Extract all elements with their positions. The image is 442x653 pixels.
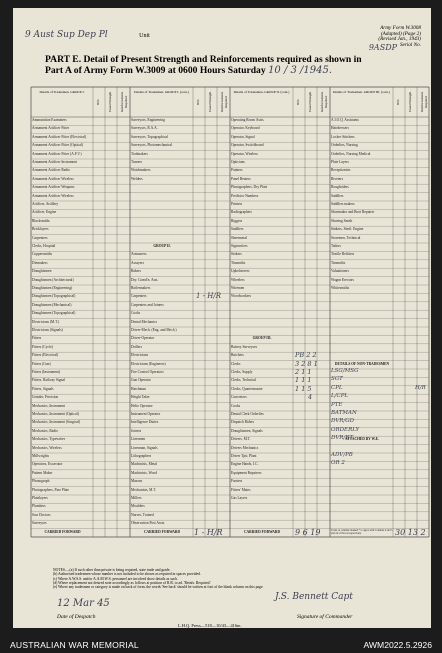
trade-label: Butchers xyxy=(231,353,244,358)
trade-label: Assayers xyxy=(131,260,144,265)
caption-institution: AUSTRALIAN WAR MEMORIAL xyxy=(10,640,139,650)
trade-label: Equipment Repairers xyxy=(231,470,262,475)
trade-label xyxy=(130,235,193,243)
trade-label: Millers xyxy=(131,496,142,500)
handwritten-entry: ADV/PB xyxy=(331,452,353,458)
trade-label: Clerks, Hospital xyxy=(32,244,56,248)
form-ref-line: Serial No. xyxy=(399,41,421,48)
handwritten-entry: 1 1 1 xyxy=(295,376,312,385)
trade-label xyxy=(230,503,293,511)
trade-label: Surveyors, R.A.A. xyxy=(131,126,158,131)
trade-label: Woodworkers xyxy=(231,294,252,299)
trade-label: Tinsmiths xyxy=(331,260,346,265)
trade-label: Printers xyxy=(231,202,243,206)
trade-label: Operator, Keyboard xyxy=(231,126,260,131)
trade-label: Nurses, Trained xyxy=(131,512,154,517)
trade-label: Hairdressers xyxy=(331,126,349,131)
trade-label: Driver-Operator xyxy=(131,336,155,341)
handwritten-entry: PB 2 2 xyxy=(295,351,317,360)
trade-label: Electricians (Signals) xyxy=(32,328,63,332)
trade-label: Armament Artificer Wireless xyxy=(32,193,74,198)
trade-label xyxy=(230,512,293,520)
subcolumn-header: Reinforcements Required. xyxy=(220,91,228,113)
trade-label: Signwriters xyxy=(231,244,248,248)
trade-label: Painters xyxy=(231,168,243,173)
trade-label: Saw Doctors xyxy=(32,512,51,517)
trade-label xyxy=(330,319,393,327)
carried-forward-label: CARRIED FORWARD xyxy=(44,529,81,534)
note-line: (d) Where replacement not desired note accordingly as follows at position of R.R. to ad. 'Reinfs. Required.' xyxy=(53,580,212,585)
trade-label: Gun Operator xyxy=(131,378,151,383)
trade-label: Draughtsmen (Mechanical) xyxy=(32,302,72,307)
carried-forward-value: 30 13 2 xyxy=(395,527,426,537)
trade-label: Armament Artificer Fitter (Electrical) xyxy=(32,134,87,139)
trade-label xyxy=(330,487,393,495)
trade-label: Gas Layers xyxy=(231,496,248,500)
trade-label: Armament Artificer Fitter (A.F.V.) xyxy=(32,151,82,156)
despatch-date-label: Date of Despatch xyxy=(57,614,96,620)
trade-label: Electricians (M.T.) xyxy=(32,319,60,324)
trade-label: Millwrights xyxy=(32,454,49,458)
trade-label: Cooks xyxy=(231,403,241,408)
trade-label: Watchmakers xyxy=(131,168,151,173)
trade-label: Battery Surveyors xyxy=(231,344,258,349)
carried-forward-value: 9 6 19 xyxy=(295,527,321,537)
handwritten-entry: DVR/BT xyxy=(331,435,353,442)
trade-label: Roughriders xyxy=(331,185,349,190)
trade-label: ATTACHED BY W.E. xyxy=(345,437,379,442)
trade-label: Saddlers xyxy=(331,193,344,198)
form-ref-line: Army Form W.3008 xyxy=(380,25,421,31)
trade-label: Draughtsmen xyxy=(32,269,52,274)
trade-label xyxy=(330,478,393,486)
trade-label: Operators, Excavator xyxy=(32,462,63,467)
trade-label: Linesmen xyxy=(131,437,146,442)
signature-label: Signature of Commander xyxy=(297,614,353,620)
trade-label: Plate Layers xyxy=(331,160,349,164)
trade-label xyxy=(330,503,393,511)
trade-label: Wiremen xyxy=(231,286,245,290)
trade-label: Dental Clerk Orderlies xyxy=(231,412,264,416)
trade-label: Blacksmiths xyxy=(32,218,50,223)
trade-label: Tailors xyxy=(331,244,341,248)
handwritten-entry: CPL xyxy=(331,384,343,391)
trade-label: GROUP II. xyxy=(153,244,171,248)
trade-label: Electricians (Engineers) xyxy=(131,361,166,366)
trade-label: Ammunition Examiners xyxy=(32,118,67,122)
trade-label: Saddlers makers xyxy=(331,202,355,206)
trade-label: Mechanics, Radio xyxy=(32,428,58,433)
trade-label: Clerks, Supply xyxy=(231,370,253,374)
trade-label: Mechanics, Typewriter xyxy=(32,437,66,442)
notes-block xyxy=(53,568,413,589)
trade-label: Fitters (Electrical) xyxy=(32,353,59,358)
handwritten-entry: BATMAN xyxy=(331,410,357,416)
trade-label: Height Taker xyxy=(131,395,150,400)
date-handwritten: 10 / 3 /1945. xyxy=(268,65,333,76)
trade-label xyxy=(330,344,393,352)
trade-label xyxy=(130,218,193,226)
subcolumn-header: Reinforcements Required. xyxy=(420,91,428,113)
trade-label xyxy=(230,302,293,310)
trade-label: Panel Beaters xyxy=(231,176,251,181)
trade-label: Artificer, Engine xyxy=(32,210,57,215)
carried-forward-label: CARRIED FORWARD xyxy=(143,529,181,534)
trade-label: Fitters xyxy=(32,336,42,341)
handwritten-entry: PTE xyxy=(331,401,343,408)
trade-label: Carpenters xyxy=(32,235,48,240)
handwritten-entry: ORDERLY xyxy=(331,426,360,433)
trade-label xyxy=(130,193,193,201)
trade-label: Cooks xyxy=(131,311,141,316)
trade-label: Predictor Numbers xyxy=(231,193,259,198)
trade-label: Bricklayers xyxy=(32,227,49,232)
trade-label: Wagon Erectors xyxy=(331,277,354,282)
trade-label xyxy=(130,184,193,192)
despatch-date-handwritten: 12 Mar 45 xyxy=(57,598,110,609)
trade-label xyxy=(330,470,393,478)
form-ref-line: (Adapted) (Page 2) xyxy=(380,30,421,37)
trade-label: Toolmakers xyxy=(131,151,148,156)
serial-handwritten: 9ASDP xyxy=(368,43,397,52)
trade-label: Machinists, Wood xyxy=(131,470,157,475)
trade-label: Welders xyxy=(131,176,143,181)
trade-label: Helio Operator xyxy=(131,403,153,408)
unit-label: Unit xyxy=(139,33,150,39)
trade-label: Fire Control Operators xyxy=(131,370,164,374)
note-line: (e) Where any tradesmen or category is made on back of form, the words 'See back' should be written at foot of the blank column on this page. xyxy=(53,585,264,590)
subcolumn-header: Posted Strength. xyxy=(108,91,112,113)
subcolumn-header: W.E. xyxy=(196,98,200,106)
note-line: (c) Where A.W.S.S. and/or A.A.M.W.S. personnel are involved show details as such. xyxy=(53,576,178,581)
strength-table xyxy=(31,87,429,563)
trade-label: Sheetmetal xyxy=(231,235,247,240)
trade-label: Draughtsmen (Topographical) xyxy=(32,311,76,316)
trade-label: Intelligence Duties xyxy=(131,420,159,425)
trade-label: Surveyors, Photomechanical xyxy=(131,143,173,148)
trade-label: Observation Post Assts. xyxy=(131,521,166,526)
trade-label: Clerks, Quartermaster xyxy=(231,386,263,391)
note-line: (b) Authorised tradesmen whose number is not included to be shown as required in spaces provided. xyxy=(53,572,201,577)
trade-label: Totals of columns marked * to agree with Columns 4 and 5 and 24 of Part A respectively. xyxy=(331,528,393,535)
trade-label: Farriers xyxy=(231,479,243,484)
trade-label: Drivers, M.T. xyxy=(231,437,251,442)
trade-label: Locker Stitchers xyxy=(331,134,355,139)
trade-label: Electricians xyxy=(131,353,148,358)
trade-label xyxy=(330,327,393,335)
trade-label: Shoemaker and Boot Repairer xyxy=(331,210,375,215)
trade-label: Concretors xyxy=(231,395,247,400)
column-header: Details of Tradesmen. GROUP II. (cont.) xyxy=(233,90,290,94)
trade-label: Dispatch Riders xyxy=(231,420,255,425)
trade-label xyxy=(330,352,393,360)
trade-label: Radiographers xyxy=(231,210,252,215)
trade-label: Mechanists, M.T. xyxy=(131,487,157,492)
trade-label xyxy=(230,327,293,335)
form-title-line1: PART E. Detail of Present Strength and Reinforcements required as shown in xyxy=(45,54,362,65)
trade-label xyxy=(230,319,293,327)
trade-label: Artificer, Artillery xyxy=(32,202,59,206)
trade-label: Armourers xyxy=(131,252,147,257)
trade-label: Carpenters and Joiners xyxy=(131,302,164,307)
note-line: NOTES.—(a) If such other than private is being required, state trade and grade. xyxy=(53,568,171,572)
commander-signature: J.S. Bennett Capt xyxy=(275,592,353,602)
handwritten-entry: 1 1 5 xyxy=(295,384,312,393)
trade-label: Photographers, Dry Plate xyxy=(231,185,268,190)
unit-handwritten: 9 Aust Sup Dep Pl xyxy=(25,30,108,40)
trade-label: Opticians xyxy=(231,160,245,164)
trade-label: Upholsterers xyxy=(231,269,250,274)
handwritten-entry: LSG/MSG xyxy=(331,368,359,374)
trade-label: Armament Artificer Fitter xyxy=(32,126,70,131)
handwritten-entry: L/CPL xyxy=(331,393,349,400)
trade-label: Armament Artificer Radio xyxy=(32,168,70,173)
trade-label xyxy=(330,302,393,310)
trade-label: Pattern Maker xyxy=(32,470,53,475)
trade-label: Engine Hands, I.C. xyxy=(231,462,259,467)
trade-label: Draughtsmen (Topographical) xyxy=(32,294,76,299)
trade-label: Mechanics, Instrument xyxy=(32,403,65,408)
trade-label: Armament Artificer Instrument xyxy=(32,160,77,164)
trade-label: Draughtsmen, Signals xyxy=(231,428,263,433)
trade-label: Photographers, Fine Plate xyxy=(32,487,70,492)
trade-label: Operator, Signal xyxy=(231,134,255,139)
trade-label: Dry. Comd'n. Asst. xyxy=(131,277,159,282)
subcolumn-header: W.E. xyxy=(396,98,400,106)
trade-label: Drillers xyxy=(131,344,142,349)
trade-label: Operator, Wireless xyxy=(231,151,258,156)
handwritten-entry: 4 xyxy=(308,393,313,402)
print-line: L.H.Q. Press—518—10/43—416m. xyxy=(178,623,242,628)
trade-label: Fitters, Signals xyxy=(32,386,54,391)
trade-label: Platelayers xyxy=(32,496,48,500)
trade-label: Linesman, Signals xyxy=(131,445,158,450)
trade-label: Draughtsmen (Engineering) xyxy=(32,286,73,290)
trade-label: Hatchman xyxy=(131,386,146,391)
handwritten-entry: 1 - H/R xyxy=(196,292,222,301)
trade-label xyxy=(130,226,193,234)
trade-label: Operator, Switchboard xyxy=(231,143,264,148)
carried-forward-value: 1 - H/R xyxy=(194,527,223,537)
trade-label: Fitters (Gun) xyxy=(32,361,51,366)
subcolumn-header: Reinforcements Required. xyxy=(320,91,328,113)
trade-label: Surveyors, Engineering xyxy=(131,118,165,122)
handwritten-entry: H/R xyxy=(415,384,426,391)
column-header: Details of Tradesmen. GROUP III. (cont.) xyxy=(333,90,390,94)
trade-label: Mechanics, Wireless xyxy=(32,445,62,450)
trade-label: Drivers Mechanics xyxy=(231,445,259,450)
subcolumn-header: Reinforcements Required. xyxy=(120,91,128,113)
trade-label: Orderlies, Nursing Medical xyxy=(331,151,371,156)
trade-label: Valuationers xyxy=(331,269,349,274)
trade-label: Mechanics, Instrument (Optical) xyxy=(32,412,79,416)
trade-label: Instrument Operator xyxy=(131,412,161,416)
subcolumn-header: W.E. xyxy=(296,98,300,106)
trade-label: Coppersmiths xyxy=(32,252,52,257)
trade-label: Armament Artificer Wireless xyxy=(32,176,74,181)
trade-label xyxy=(230,310,293,318)
trade-label: Sinkers, Steril. Engine xyxy=(331,227,364,232)
trade-label: Textile Refitters xyxy=(331,252,355,257)
trade-label xyxy=(330,512,393,520)
trade-label: DETAILS OF NON-TRADESMEN xyxy=(334,361,390,366)
trade-label: Masons xyxy=(131,479,143,484)
trade-label: Surveyors, Topographical xyxy=(131,134,169,139)
subcolumn-header: W.E. xyxy=(96,98,100,106)
trade-label xyxy=(130,209,193,217)
trade-label: Phonograph xyxy=(32,479,50,484)
trade-label: Stokers xyxy=(231,252,242,257)
trade-label: Clerks, Technical xyxy=(231,378,257,383)
trade-label: Armament Artificer Weapons xyxy=(32,185,75,190)
handwritten-entry: DVR/GD xyxy=(331,418,355,425)
trade-label: Fitters, Railway Signal xyxy=(32,378,66,383)
trade-label: Riggers xyxy=(231,218,243,223)
trade-label: Fitters (Instrument) xyxy=(32,370,61,374)
trade-label: Fitters (Cycle) xyxy=(32,344,53,349)
trade-label: Driver Tptr, Plant xyxy=(231,454,257,458)
trade-label: Wheelers xyxy=(231,277,245,282)
trade-label: Dental Mechanics xyxy=(131,319,158,324)
handwritten-entry: 2 1 1 xyxy=(295,368,312,376)
trade-label: Plumbers xyxy=(32,504,46,509)
trade-label: Turners xyxy=(131,160,143,164)
trade-label: A.I.O.Q. Assistants xyxy=(331,118,359,122)
trade-label: Joiners xyxy=(131,428,142,433)
trade-label xyxy=(330,495,393,503)
column-header: Details of Tradesmen. GROUP I. xyxy=(39,90,85,94)
trade-label xyxy=(330,310,393,318)
form-title-text: Part A of Army Form W.3009 at 0600 Hours Saturday xyxy=(45,65,266,76)
trade-label: Clerks xyxy=(231,361,241,366)
trade-label: Fitters' Mates xyxy=(231,487,251,492)
trade-label: Carpenters xyxy=(131,294,147,299)
trade-label: Riveters xyxy=(331,176,343,181)
trade-label: Whitesmiths xyxy=(331,286,350,290)
trade-label: Bakers xyxy=(131,269,141,274)
subcolumn-header: Posted Strength. xyxy=(408,91,412,113)
carried-forward-label: CARRIED FORWARD xyxy=(243,529,281,534)
trade-label: Surveyors xyxy=(32,521,47,526)
trade-label: Diemakers xyxy=(32,260,48,265)
trade-label xyxy=(330,293,393,301)
handwritten-entry: OR 2 xyxy=(331,460,345,467)
trade-label: Saddlers xyxy=(231,227,244,232)
trade-label: Boilermakers xyxy=(131,286,151,290)
trade-label: Orderlies, Nursing xyxy=(331,143,358,148)
trade-label xyxy=(230,520,293,528)
trade-label xyxy=(330,520,393,528)
form-ref-line: (Revised Jan., 1943) xyxy=(378,36,421,43)
trade-label: Tinsmiths xyxy=(231,260,246,265)
trade-label: Mechanics, Instrument (Surgical) xyxy=(32,420,81,425)
trade-label: Driver-Mech. (Eng. and Mech.) xyxy=(131,328,177,332)
trade-label: Operating Room Assts. xyxy=(231,118,265,122)
trade-label: Moulders xyxy=(131,504,145,509)
trade-label: Lithographers xyxy=(131,454,152,458)
subcolumn-header: Posted Strength. xyxy=(308,91,312,113)
trade-label: Storemen, Technical xyxy=(331,235,361,240)
trade-label xyxy=(330,335,393,343)
handwritten-entry: 3 2 8 1 xyxy=(295,359,318,368)
trade-label: Machinists, Metal xyxy=(131,462,157,467)
trade-label: Receptionists xyxy=(331,168,351,173)
form-page xyxy=(13,8,431,628)
trade-label: Grinder, Precision xyxy=(32,395,59,400)
handwritten-entry: SGT xyxy=(331,376,343,383)
trade-label xyxy=(130,201,193,209)
column-header: Details of Tradesmen. GROUP I. (cont.) xyxy=(134,90,189,94)
trade-label: Shoeing Smith xyxy=(331,218,353,223)
trade-label: Armament Artificer Fitter (Optical) xyxy=(32,143,83,148)
trade-label: GROUP III. xyxy=(252,336,272,341)
subcolumn-header: Posted Strength. xyxy=(208,91,212,113)
caption-accession: AWM2022.5.2926 xyxy=(363,640,432,650)
trade-label: Draughtsmen (Architectural) xyxy=(32,277,74,282)
